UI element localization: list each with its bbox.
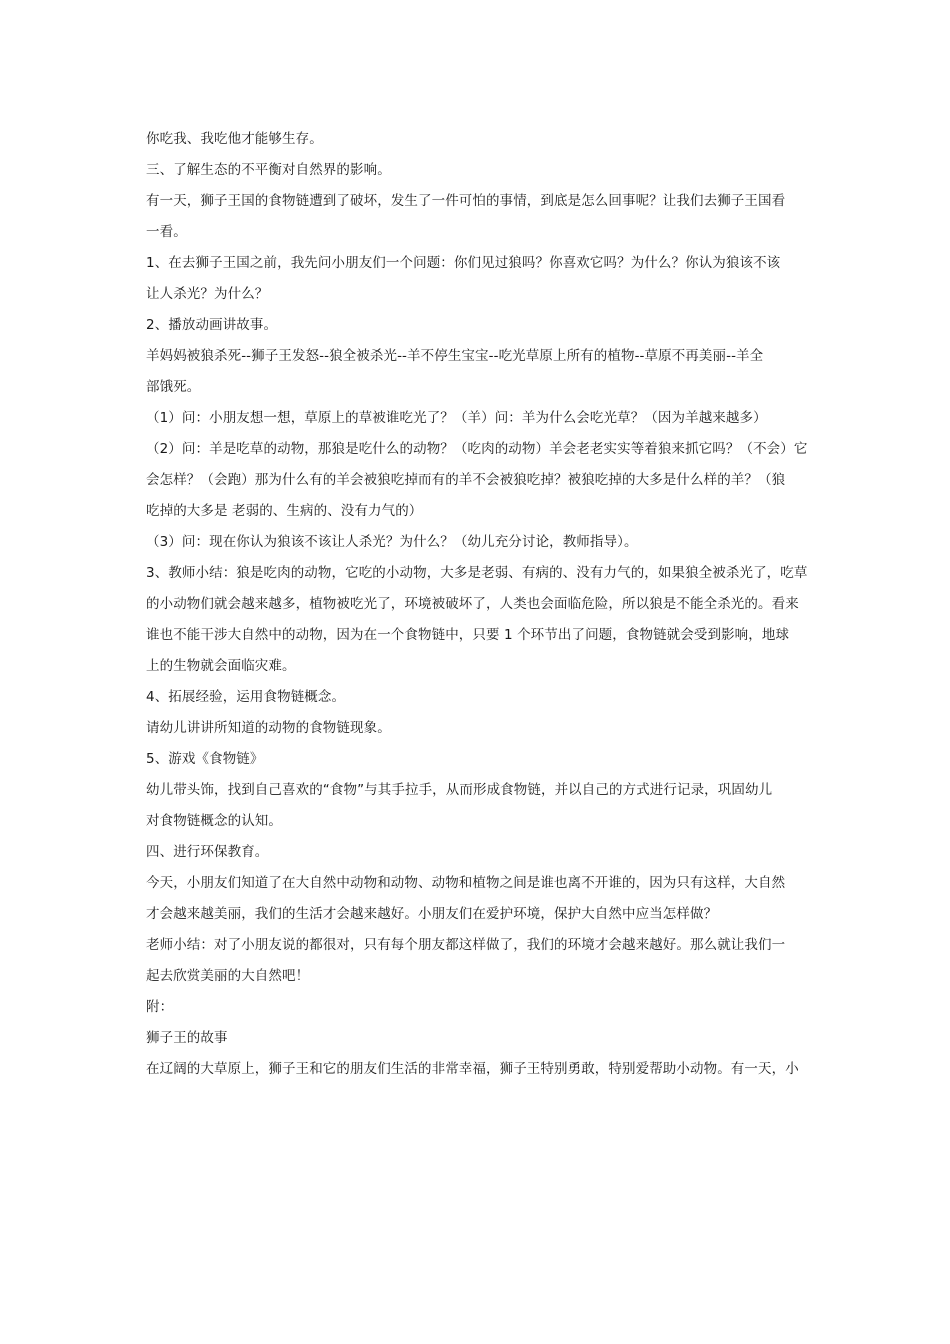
text-line: 谁也不能干涉大自然中的动物，因为在一个食物链中，只要 1 个环节出了问题，食物链就会受到影响，地球 <box>146 627 790 643</box>
text-line: 才会越来越美丽，我们的生活才会越来越好。小朋友们在爱护环境，保护大自然中应当怎样做？ <box>146 906 718 922</box>
text-line: 起去欣赏美丽的大自然吧！ <box>146 968 310 984</box>
section-heading: 三、了解生态的不平衡对自然界的影响。 <box>146 162 391 178</box>
text-line: 吃掉的大多是 老弱的、生病的、没有力气的） <box>146 503 423 519</box>
text-line: 一看。 <box>146 224 187 240</box>
numbered-item: 3、教师小结：狼是吃肉的动物，它吃的小动物，大多是老弱、有病的、没有力气的，如果狼全被杀光了，吃草 <box>146 565 808 581</box>
text-line: 会怎样？（会跑）那为什么有的羊会被狼吃掉而有的羊不会被狼吃掉？被狼吃掉的大多是什么样的羊？（狼 <box>146 472 786 488</box>
numbered-item: 4、拓展经验，运用食物链概念。 <box>146 689 346 705</box>
question-line: （3）问：现在你认为狼该不该让人杀光？为什么？（幼儿充分讨论，教师指导）。 <box>146 534 638 550</box>
question-line: （2）问：羊是吃草的动物，那狼是吃什么的动物？（吃肉的动物）羊会老老实实等着狼来抓它吗？（不会）它 <box>146 441 808 457</box>
story-title: 狮子王的故事 <box>146 1030 228 1046</box>
appendix-label: 附： <box>146 999 174 1015</box>
text-line: 今天，小朋友们知道了在大自然中动物和动物、动物和植物之间是谁也离不开谁的，因为只有这样，大自然 <box>146 875 786 891</box>
question-line: （1）问：小朋友想一想，草原上的草被谁吃光了？（羊）问：羊为什么会吃光草？（因为羊越来越多） <box>146 410 767 426</box>
text-line: 上的生物就会面临灾难。 <box>146 658 296 674</box>
numbered-item: 5、游戏《食物链》 <box>146 751 264 767</box>
text-line: 有一天，狮子王国的食物链遭到了破坏，发生了一件可怕的事情，到底是怎么回事呢？让我们去狮子王国看 <box>146 193 786 209</box>
numbered-item: 2、播放动画讲故事。 <box>146 317 278 333</box>
text-line: 在辽阔的大草原上，狮子王和它的朋友们生活的非常幸福，狮子王特别勇敢，特别爱帮助小动物。有一天，小 <box>146 1061 799 1077</box>
text-line: 你吃我、我吃他才能够生存。 <box>146 131 323 147</box>
text-line: 对食物链概念的认知。 <box>146 813 282 829</box>
text-line: 部饿死。 <box>146 379 201 395</box>
text-line: 幼儿带头饰，找到自己喜欢的“食物”与其手拉手，从而形成食物链，并以自己的方式进行记录，巩固幼儿 <box>146 782 773 798</box>
section-heading: 四、进行环保教育。 <box>146 844 269 860</box>
text-line: 老师小结：对了小朋友说的都很对，只有每个朋友都这样做了，我们的环境才会越来越好。那么就让我们一 <box>146 937 786 953</box>
document-page <box>146 124 811 1085</box>
text-line: 的小动物们就会越来越多，植物被吃光了，环境被破坏了，人类也会面临危险，所以狼是不能全杀光的。看来 <box>146 596 799 612</box>
text-line: 请幼儿讲讲所知道的动物的食物链现象。 <box>146 720 391 736</box>
text-line: 羊妈妈被狼杀死--狮子王发怒--狼全被杀光--羊不停生宝宝--吃光草原上所有的植物--草原不再美丽--羊全 <box>146 348 764 364</box>
text-line: 让人杀光？为什么？ <box>146 286 269 302</box>
numbered-item: 1、在去狮子王国之前，我先问小朋友们一个问题：你们见过狼吗？你喜欢它吗？为什么？你认为狼该不该 <box>146 255 781 271</box>
